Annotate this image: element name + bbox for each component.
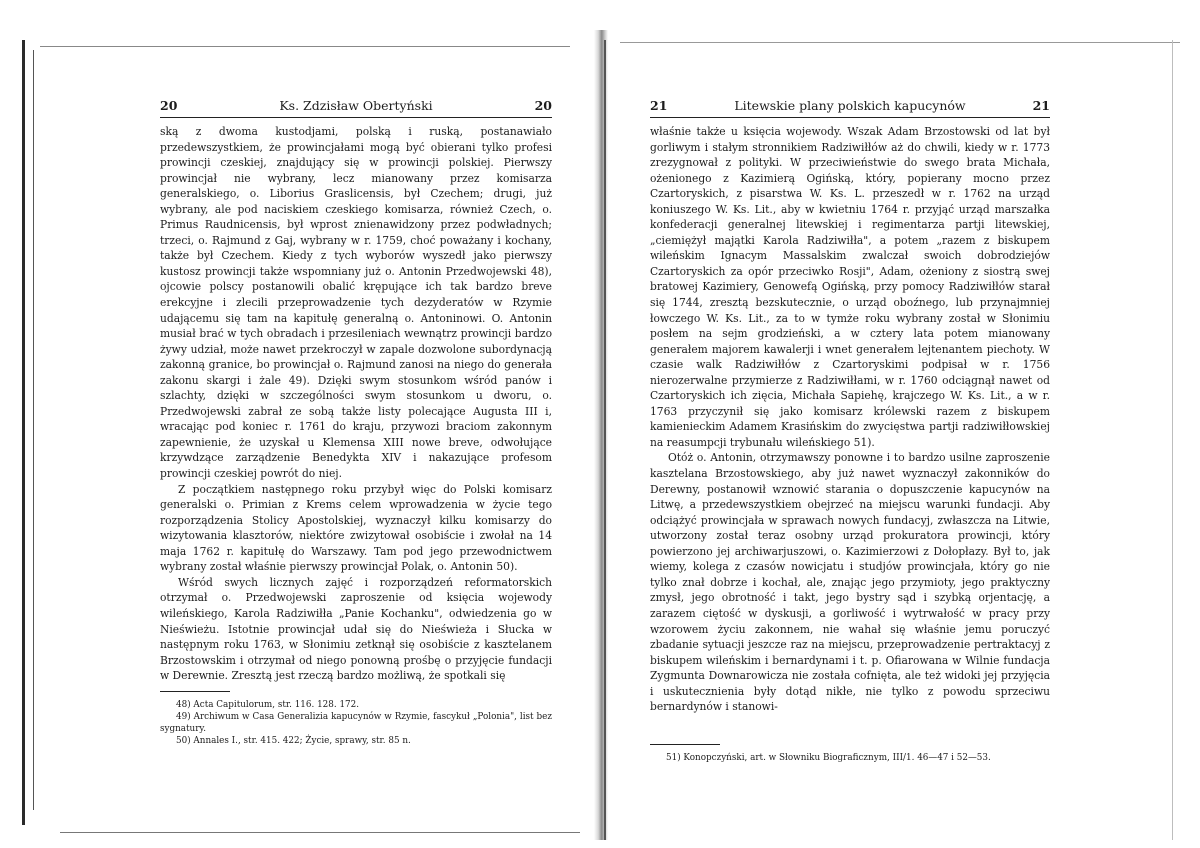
right-footnotes [650, 752, 1050, 764]
paragraph: Wśród swych licznych zajęć i rozporządzeń reformatorskich otrzymał o. Przedwojewski zaproszenie od księcia wojewody wileńskiego, Karola Radziwiłła „Panie Kochanku", odwiedzenia go w Nieświeżu. Istotnie prowincjał udał się do Nieświeża i Słucka w następnym roku 1763, w Słonimiu zetknął się osobiście z kasztelanem Brzostowskim i otrzymał od niego ponowną prośbę o przyjęcie fundacji w Derewnie. Zresztą jest rzeczą bardzo możliwą, że spotkali się [160, 575, 552, 683]
running-title: Ks. Zdzisław Obertyński [279, 98, 433, 113]
header-rule [650, 117, 1050, 118]
scan-bottom-edge [60, 832, 580, 833]
left-footnotes [160, 699, 552, 747]
scan-right-edge [1172, 40, 1173, 840]
paragraph: Otóż o. Antonin, otrzymawszy ponowne i to bardzo usilne zaproszenie kasztelana Brzostowskiego, aby już nawet wyznaczył zakonników do Derewny, postanowił wznowić starania o dopuszczenie kapucynów na Litwę, a przedewszystkiem obejrzeć na miejscu warunki fundacji. Aby odciążyć prowincjała w sprawach nowych fundacyj, zwłaszcza na Litwie, utworzony został teraz osobny urząd prokuratora prowincji, który powierzono jej archiwarjuszowi, o. Kazimierzowi z Dołopłazy. Był to, jak wiemy, kolega z czasów nowicjatu i studjów prowincjała, który go nie tylko znał dobrze i kochał, ale, znając jego przymioty, jego praktyczny zmysł, jego obrotność i takt, jego bystry sąd i szybką orjentację, a zarazem ciętość w dyskusji, a gorliwość i wytrwałość w pracy przy wzorowem życiu zakonnem, nie wahał się właśnie jemu poruczyć zbadanie sytuacji jeszcze raz na miejscu, przeprowadzenie pertraktacyj z biskupem wileńskim i bernardynami i t. p. Ofiarowana w Wilnie fundacja Zygmunta Downarowicza nie została cofnięta, ale też widoki jej przyjęcia i uskutecznienia były dotąd nikłe, nie tylko z powodu sprzeciwu bernardynów i stanowi- [650, 451, 1050, 714]
paragraph: właśnie także u księcia wojewody. Wszak Adam Brzostowski od lat był gorliwym i stałym stronnikiem Radziwiłłów aż do chwili, kiedy w r. 1773 zrezygnował z polityki. W przeciwieństwie do swego brata Michała, ożenionego z Kazimierą Ogińską, który, popierany mocno przez Czartoryskich, z pisarstwa W. Ks. L. przeszedł w r. 1762 na urząd koniuszego W. Ks. Lit., aby w kwietniu 1764 r. przyjąć urząd marszałka konfederacji generalnej litewskiej i regimentarza partji litewskiej, „ciemiężył majątki Karola Radziwiłła", a potem „razem z biskupem wileńskim Ignacym Massalskim zwalczał swoich dobrodziejów Czartoryskich za opór przeciwko Rosji", Adam, ożeniony z siostrą swej bratowej Kazimiery, Genowefą Ogińską, przy pomocy Radziwiłłów starał się 1744, zresztą bezskutecznie, o urząd oboźnego, lub przynajmniej łowczego W. Ks. Lit., za to w tymże roku wybrany został w Słonimiu posłem na sejm grodzieński, a w cztery lata potem mianowany generałem majorem kawalerji i wnet generałem lejtenantem piechoty. W czasie walk Radziwiłłów z Czartoryskimi podpisał w r. 1756 nierozerwalne przymierze z Radziwiłłami, w r. 1760 odciągnął nawet od Czartoryskich ich zięcia, Michała Sapiehę, krajczego W. Ks. Lit., a w r. 1763 przyczynił się jako komisarz królewski razem z biskupem kamienieckim Adamem Krasińskim do zwycięstwa partji radziwiłłowskiej na reasumpcji trybunału wileńskiego 51). [650, 125, 1050, 449]
scan-border-inner-left [33, 50, 34, 810]
page-number: 21 [1032, 98, 1050, 113]
footnote: 49) Archiwum w Casa Generalizia kapucynów w Rzymie, fascykuł „Polonia", list bez sygnatury. [160, 712, 552, 734]
right-page-header [650, 98, 1050, 116]
footnote: 51) Konopczyński, art. w Słowniku Biograficznym, III/1. 46—47 i 52—53. [666, 753, 991, 763]
footnote: 50) Annales I., str. 415. 422; Życie, sprawy, str. 85 n. [176, 736, 411, 746]
running-title: Litewskie plany polskich kapucynów [734, 98, 966, 113]
paragraph: Z początkiem następnego roku przybył więc do Polski komisarz generalski o. Primian z Krems celem wprowadzenia w życie tego rozporządzenia Stolicy Apostolskiej, wyznaczył kilku komisarzy do wizytowania klasztorów, niektóre zwizytował osobiście i zwołał na 14 maja 1762 r. kapitułę do Warszawy. Tam pod jego przewodnictwem wybrany został właśnie pierwszy prowincjał Polak, o. Antonin 50). [160, 482, 552, 574]
scan-border-left [22, 40, 25, 825]
scan-top-edge [40, 46, 570, 47]
page-number: 20 [160, 98, 178, 113]
left-page-body [160, 124, 552, 684]
footnote: 48) Acta Capitulorum, str. 116. 128. 172. [176, 700, 360, 710]
right-page-body [650, 124, 1050, 715]
header-rule [160, 117, 552, 118]
paragraph: ską z dwoma kustodjami, polską i ruską, postanawiało przedewszystkiem, że prowincjałami mogą być obierani tylko profesi prowincji czeskiej, znajdujący się w prowincji polskiej. Pierwszy prowincjał nie wybrany, lecz mianowany przez komisarza generalskiego, o. Liborius Graslicensis, był Czechem; drugi, już wybrany, ale pod naciskiem czeskiego komisarza, również Czech, o. Primus Raudnicensis, był wprost znienawidzony przez podwładnych; trzeci, o. Rajmund z Gaj, wybrany w r. 1759, choć poważany i kochany, także był Czechem. Kiedy z tych wyborów wyszedł jako pierwszy kustosz prowincji także wspomniany już o. Antonin Przedwojewski 48), ojcowie polscy postanowili obalić krępujące ich tak bardzo breve erekcyjne i zlecili przeprowadzenie tych dezyderatów w Rzymie udającemu się tam na kapitułę generalną o. Antoninowi. O. Antonin musiał brać w tych obradach i przesileniach wewnątrz prowincji bardzo żywy udział, może nawet przekroczył w zapale dozwolone subordynacją zakonną granice, bo prowincjał o. Rajmund zanosi na niego do generała zakonu skargi i żale 49). Dzięki swym stosunkom wśród panów i szlachty, dzięki w szczególności swym stosunkom u dworu, o. Przedwojewski zabrał ze sobą także listy polecające Augusta III i, wracając pod koniec r. 1761 do kraju, przywozi braciom zakonnym zapewnienie, że uzyskał u Klemensa XIII nowe breve, odwołujące krzywdzące zarządzenie Benedykta XIV i nakazujące profesom prowincji czeskiej powrót do niej. [160, 125, 552, 481]
scan-top-edge-right [620, 42, 1180, 43]
book-spine-line [604, 40, 606, 840]
footnote-rule [160, 691, 230, 692]
left-page-header [160, 98, 552, 116]
page-number: 21 [650, 98, 668, 113]
footnote-rule [650, 744, 720, 745]
page-number: 20 [534, 98, 552, 113]
